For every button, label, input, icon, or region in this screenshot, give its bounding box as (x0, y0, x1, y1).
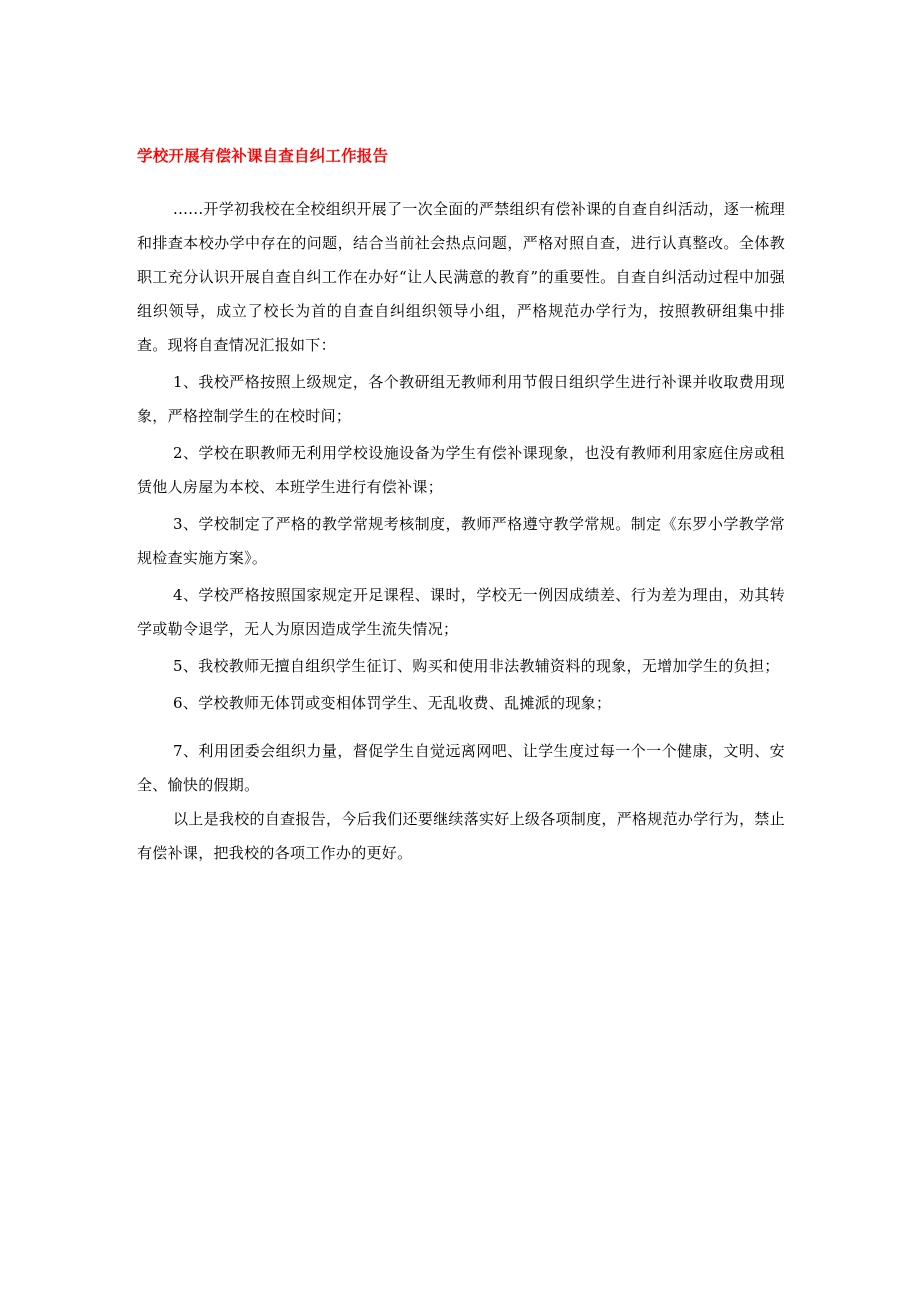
item-paragraph-2: 2、学校在职教师无利用学校设施设备为学生有偿补课现象，也没有教师利用家庭住房或租赁他人房屋为本校、本班学生进行有偿补课； (137, 444, 785, 496)
item-paragraph-5: 5、我校教师无擅自组织学生征订、购买和使用非法教辅资料的现象，无增加学生的负担； (173, 657, 780, 675)
intro-paragraph: ......开学初我校在全校组织开展了一次全面的严禁组织有偿补课的自查自纠活动，逐一梳理和排查本校办学中存在的问题，结合当前社会热点问题，严格对照自查，进行认真整改。全体教职工充分认识开展自查自纠工作在办好“让人民满意的教育”的重要性。自查自纠活动过程中加强组织领导，成立了校长为首的自查自纠组织领导小组，严格规范办学行为，按照教研组集中排查。现将自查情况汇报如下： (137, 200, 785, 354)
item-paragraph-6: 6、学校教师无体罚或变相体罚学生、无乱收费、乱摊派的现象； (173, 694, 612, 712)
document-body (137, 192, 785, 870)
document-title: 学校开展有偿补课自查自纠工作报告 (137, 147, 389, 165)
item-paragraph-1: 1、我校严格按照上级规定，各个教研组无教师利用节假日组织学生进行补课并收取费用现象，严格控制学生的在校时间； (137, 373, 785, 425)
closing-paragraph: 以上是我校的自查报告，今后我们还要继续落实好上级各项制度，严格规范办学行为，禁止有偿补课，把我校的各项工作办的更好。 (137, 810, 786, 862)
item-paragraph-4: 4、学校严格按照国家规定开足课程、课时，学校无一例因成绩差、行为差为理由，劝其转学或勒令退学，无人为原因造成学生流失情况； (137, 586, 785, 638)
item-paragraph-3: 3、学校制定了严格的教学常规考核制度，教师严格遵守教学常规。制定《东罗小学教学常规检查实施方案》。 (137, 515, 785, 567)
item-paragraph-7: 7、利用团委会组织力量，督促学生自觉远离网吧、让学生度过每一个一个健康，文明、安全、愉快的假期。 (137, 742, 785, 794)
